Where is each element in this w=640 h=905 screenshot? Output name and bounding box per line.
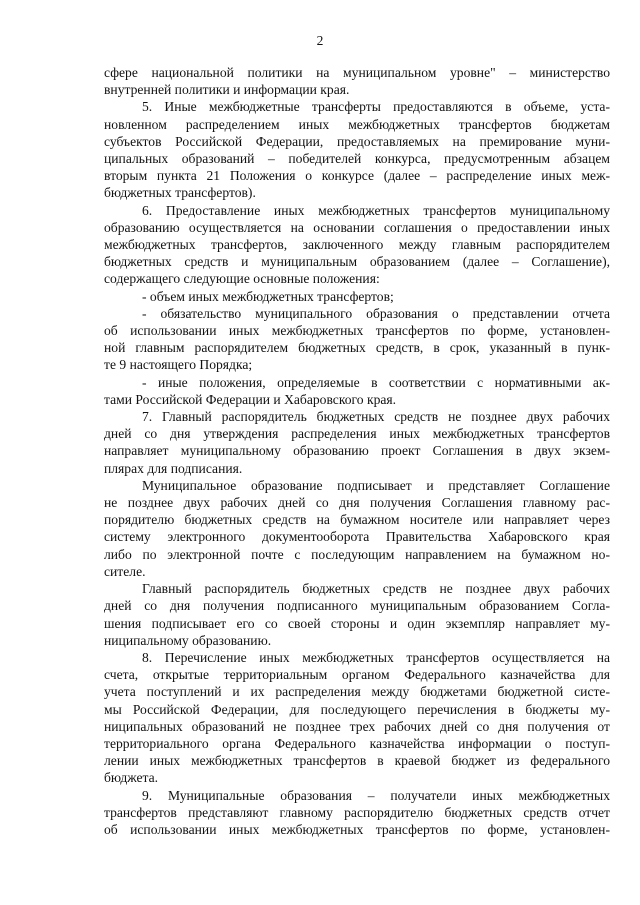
text-line: тами Российской Федерации и Хабаровского края.: [104, 391, 397, 407]
text-line: направляет муниципальному образованию проект Соглашения в двух экзем-: [104, 443, 610, 459]
text-line: ниципальных образований не позднее трех рабочих дней со дня получения от: [104, 718, 610, 734]
text-line: порядителю бюджетных средств на бумажном носителе или направляет через: [104, 512, 610, 528]
text-line: Муниципальное образование подписывает и представляет Соглашение: [142, 477, 610, 493]
document-body: [104, 64, 610, 838]
text-line: 9. Муниципальные образования – получатели иных межбюджетных: [142, 787, 610, 803]
text-line: 8. Перечисление иных межбюджетных трансфертов осуществляется на: [142, 649, 610, 665]
text-line: 7. Главный распорядитель бюджетных средств не позднее двух рабочих: [142, 409, 610, 425]
text-line: ной главным распорядителем бюджетных средств, в срок, указанный в пунк-: [104, 340, 610, 356]
text-line: 5. Иные межбюджетные трансферты предоставляются в объеме, уста-: [142, 99, 610, 115]
text-line: - объем иных межбюджетных трансфертов;: [142, 288, 394, 304]
text-line: об использовании иных межбюджетных трансфертов по форме, установлен-: [104, 323, 610, 339]
text-line: систему электронного документооборота Правительства Хабаровского края: [104, 529, 610, 545]
text-line: территориального органа Федерального казначейства информации о поступ-: [104, 735, 610, 751]
text-line: субъектов Российской Федерации, предоставляемых на премирование муни-: [104, 133, 610, 149]
text-line: лении иных межбюджетных трансфертов в краевой бюджет из федерального: [104, 753, 610, 769]
text-line: - обязательство муниципального образования о представлении отчета: [142, 305, 610, 321]
text-line: дней со дня получения подписанного муниципальным образованием Согла-: [104, 598, 610, 614]
text-line: сителе.: [104, 563, 146, 579]
text-line: ниципальному образованию.: [104, 632, 272, 648]
text-line: образованию осуществляется на основании соглашения о предоставлении иных: [104, 219, 610, 235]
text-line: дней со дня утверждения распределения иных межбюджетных трансфертов: [104, 426, 610, 442]
text-line: вторым пункта 21 Положения о конкурсе (далее – распределение иных меж-: [104, 168, 610, 184]
text-line: те 9 настоящего Порядка;: [104, 357, 253, 373]
text-line: бюджетных трансфертов).: [104, 185, 256, 201]
text-line: содержащего следующие основные положения:: [104, 271, 380, 287]
text-line: Главный распорядитель бюджетных средств не позднее двух рабочих: [142, 581, 610, 597]
text-line: бюджетных средств и муниципальным образованием (далее – Соглашение),: [104, 254, 610, 270]
text-line: не позднее двух рабочих дней со дня получения Соглашения главному рас-: [104, 495, 610, 511]
text-line: об использовании иных межбюджетных трансфертов по форме, установлен-: [104, 821, 610, 837]
page-number: 2: [316, 33, 324, 48]
text-line: трансфертов представляют главному распорядителю бюджетных средств отчет: [104, 804, 610, 820]
text-line: - иные положения, определяемые в соответствии с нормативными ак-: [142, 374, 610, 390]
text-line: сфере национальной политики на муниципальном уровне" – министерство: [104, 65, 610, 80]
text-line: новленном распределением иных межбюджетных трансфертов бюджетам: [104, 116, 610, 132]
text-line: бюджета.: [104, 770, 159, 786]
text-line: межбюджетных трансфертов, заключенного между главным распорядителем: [104, 237, 610, 253]
text-line: плярах для подписания.: [104, 460, 243, 476]
text-line: учета поступлений и их распределения между бюджетами бюджетной систе-: [104, 684, 610, 700]
text-line: счета, открытые территориальным органом Федерального казначейства для: [104, 667, 610, 683]
text-line: либо по электронной почте с последующим направлением на бумажном но-: [104, 546, 610, 562]
text-line: шения подписывает его со своей стороны и один экземпляр направляет му-: [104, 615, 610, 631]
text-line: внутренней политики и информации края.: [104, 82, 350, 98]
text-line: ципальных образований – победителей конкурса, предусмотренным абзацем: [104, 151, 610, 167]
text-line: мы Российской Федерации, для последующего перечисления в бюджеты му-: [104, 701, 610, 717]
text-line: 6. Предоставление иных межбюджетных трансфертов муниципальному: [142, 202, 610, 218]
